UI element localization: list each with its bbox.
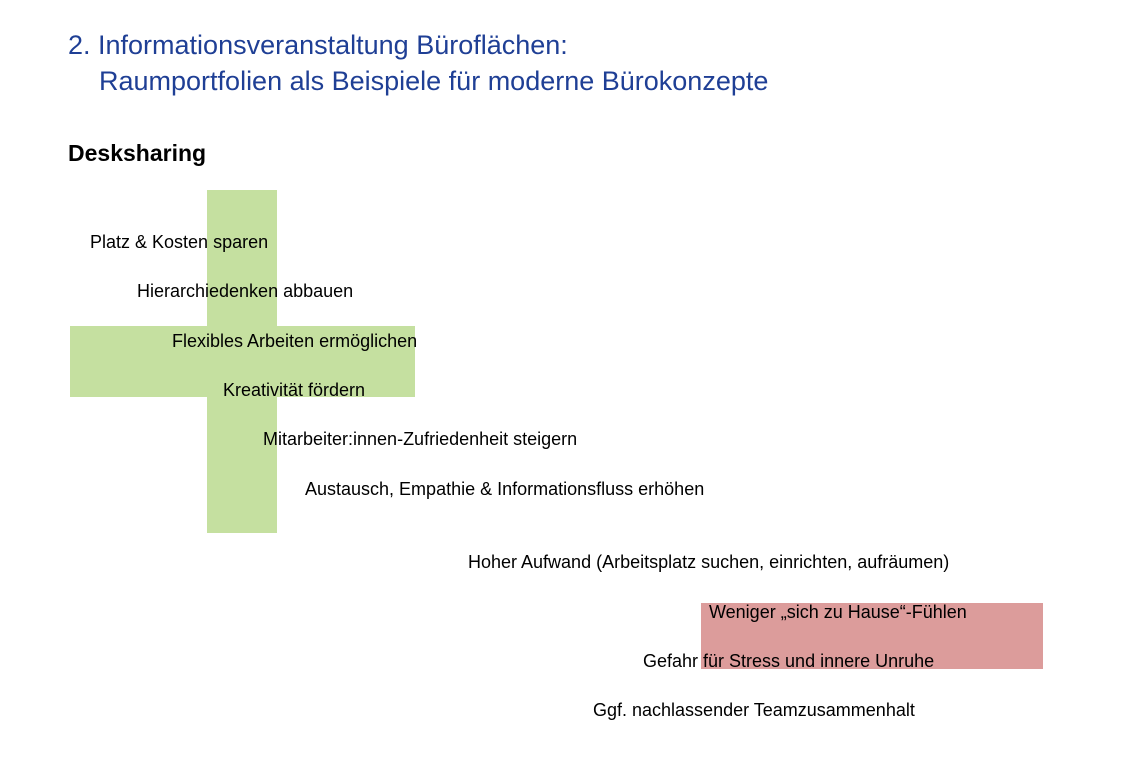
pro-item: Hierarchiedenken abbauen — [137, 281, 354, 301]
page-title-line-2: Raumportfolien als Beispiele für moderne Bürokonzepte — [99, 66, 769, 96]
page-title-line-1: 2. Informationsveranstaltung Büroflächen: — [68, 30, 568, 60]
con-item: Ggf. nachlassender Teamzusammenhalt — [593, 700, 915, 720]
pro-item: Flexibles Arbeiten ermöglichen — [172, 331, 418, 351]
pro-item: Kreativität fördern — [223, 380, 366, 400]
pro-item: Mitarbeiter:innen-Zufriedenheit steigern — [263, 429, 578, 449]
con-item: Gefahr für Stress und innere Unruhe — [643, 651, 935, 671]
con-item: Hoher Aufwand (Arbeitsplatz suchen, einrichten, aufräumen) — [468, 552, 950, 572]
con-item: Weniger „sich zu Hause“-Fühlen — [709, 602, 967, 622]
pro-item: Austausch, Empathie & Informationsfluss erhöhen — [305, 479, 705, 499]
pro-item: Platz & Kosten sparen — [90, 232, 269, 252]
section-heading: Desksharing — [68, 140, 207, 166]
